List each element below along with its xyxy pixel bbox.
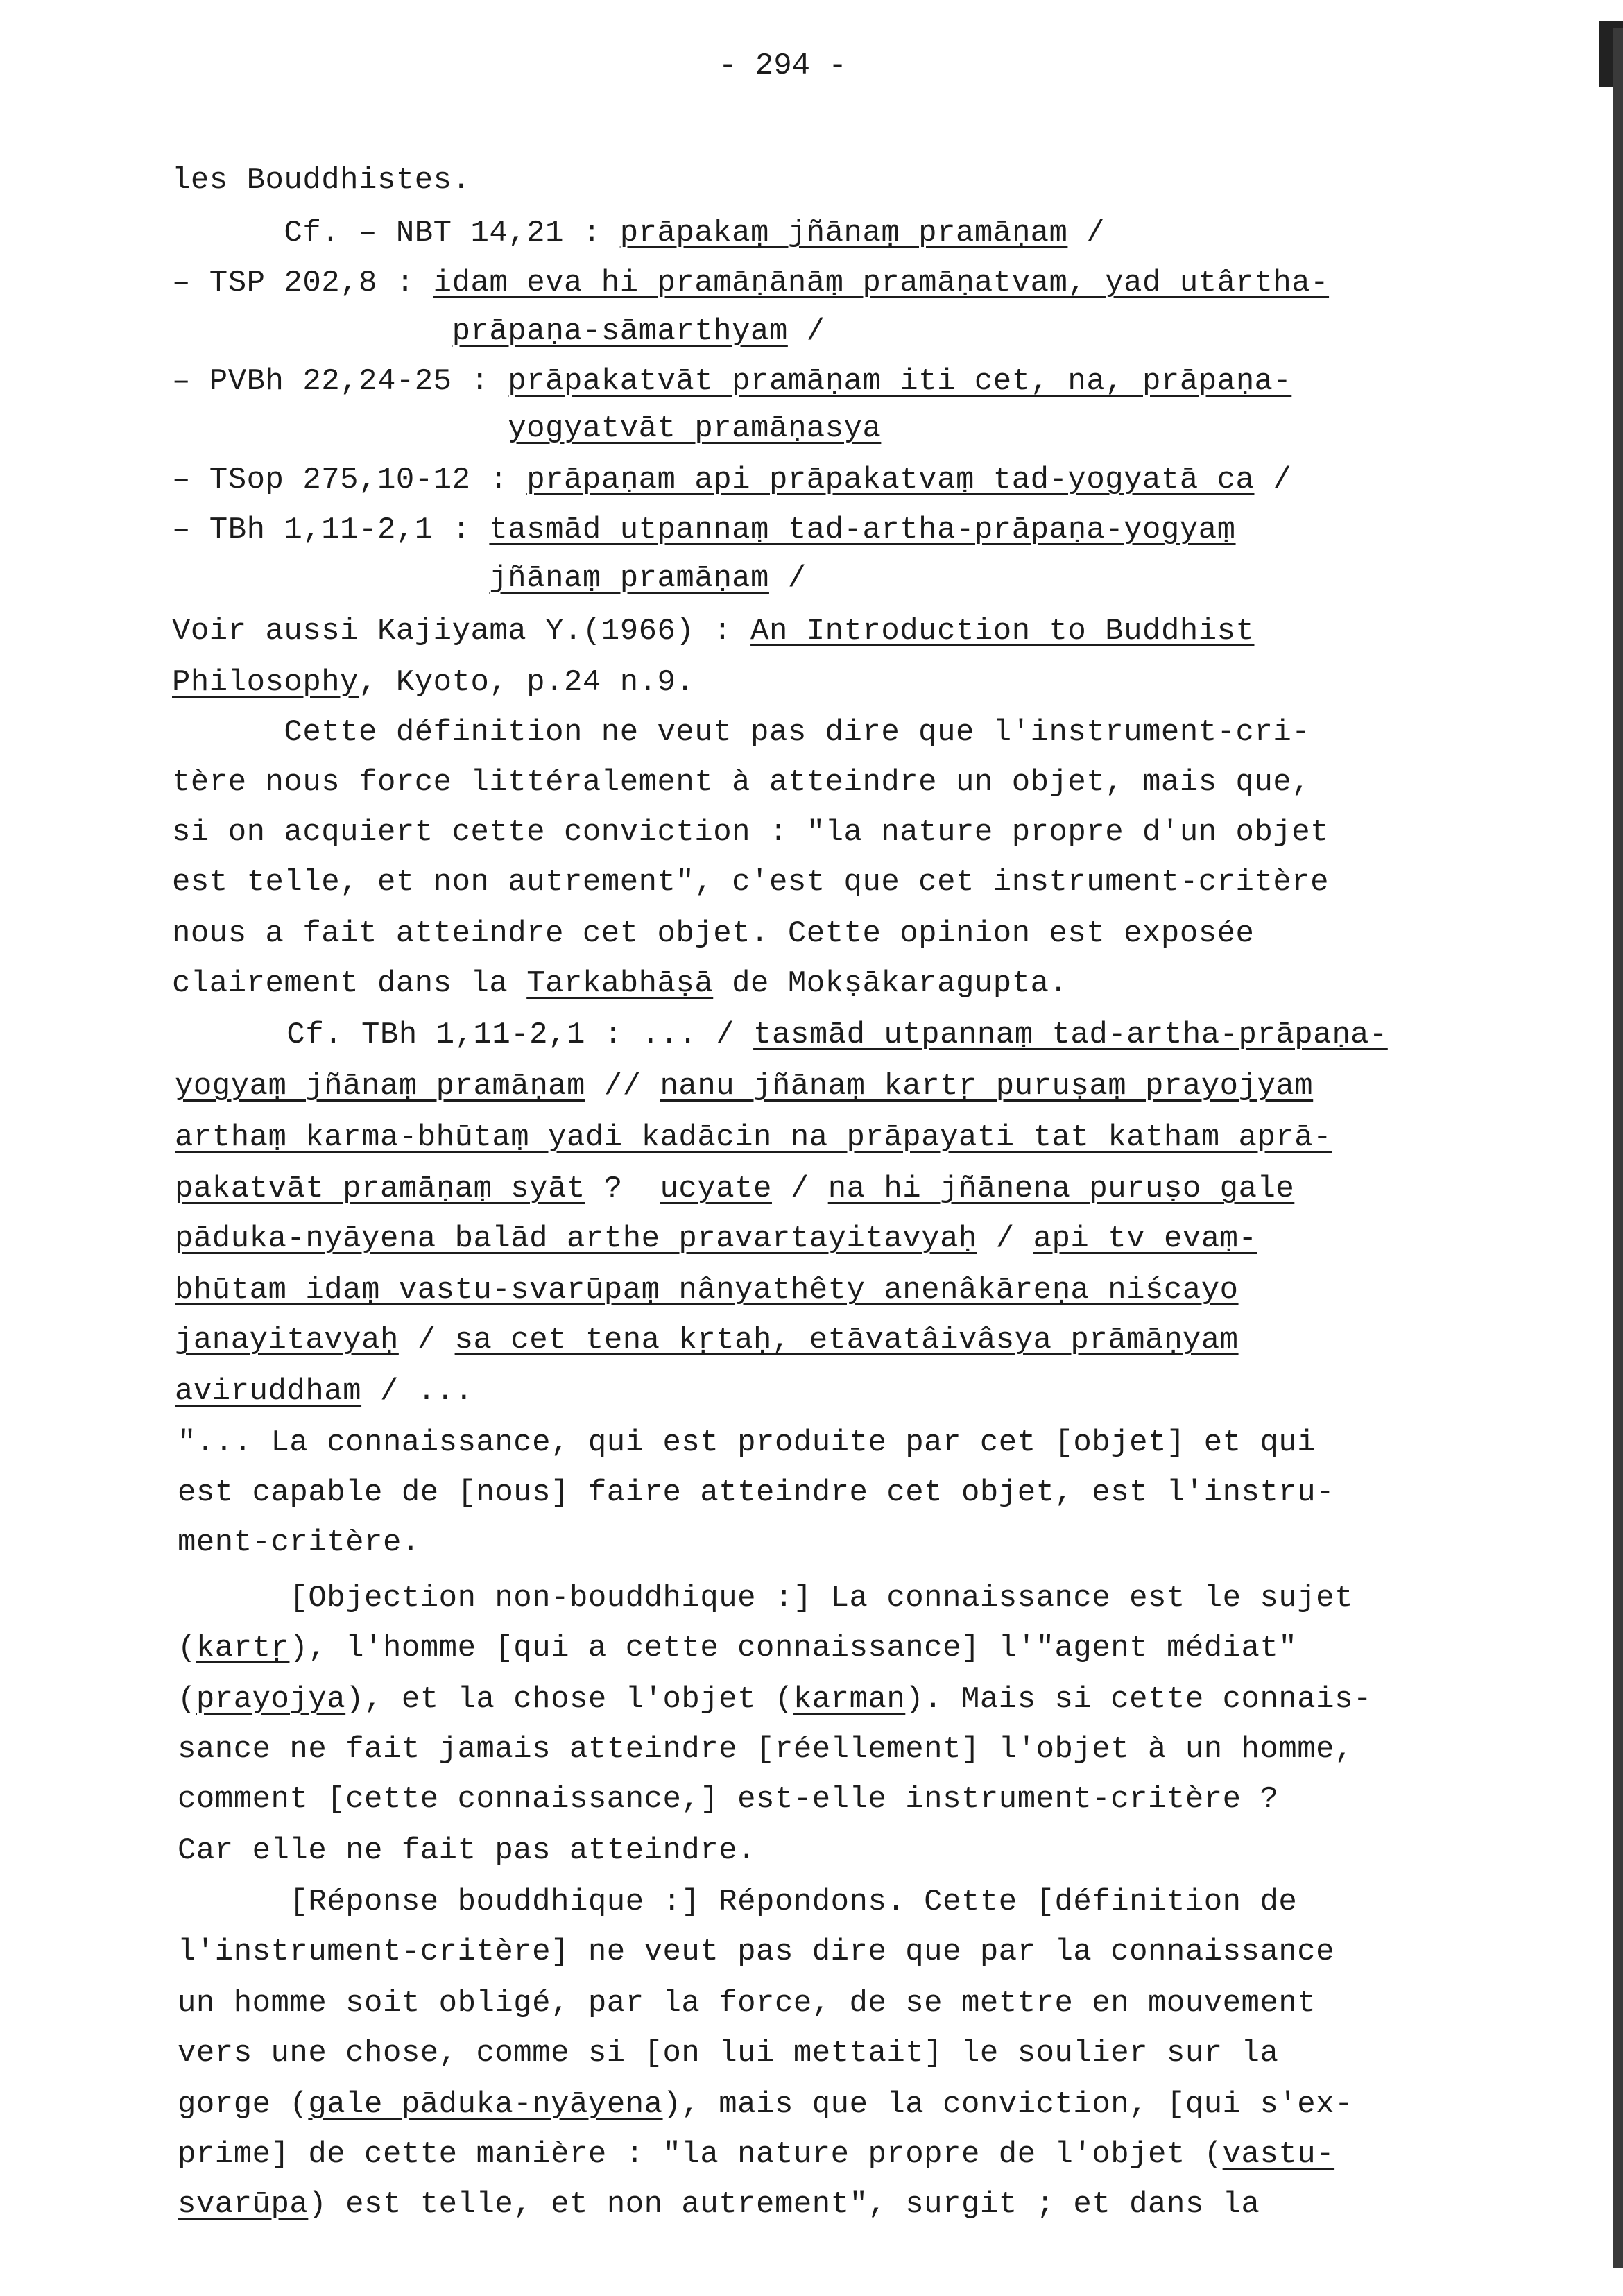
text-line <box>178 1780 1278 1819</box>
text-segment: / <box>1067 216 1106 250</box>
underlined-term: gale pāduka-nyāyena <box>308 2087 663 2122</box>
underlined-term: janayitavyaḥ <box>175 1323 399 1357</box>
text-line <box>178 1680 1372 1719</box>
text-line <box>172 409 881 448</box>
text-segment: Cette définition ne veut pas dire que l'instrument-cri- <box>172 715 1311 750</box>
underlined-term: vastu- <box>1222 2137 1335 2172</box>
text-segment: ). Mais si cette connais- <box>905 1682 1372 1717</box>
underlined-term: na hi jñānena puruṣo gale <box>827 1172 1295 1206</box>
underlined-term: prayojya <box>196 1682 346 1717</box>
text-line <box>178 1883 1297 1921</box>
text-line <box>178 2085 1353 2124</box>
text-line <box>178 1523 420 1562</box>
text-line <box>172 612 1254 651</box>
text-segment: si on acquiert cette conviction : "la nature propre d'un objet <box>172 815 1330 850</box>
text-segment: – TSP 202,8 : <box>172 266 433 300</box>
text-segment: ( <box>178 1631 196 1665</box>
underlined-term: pāduka-nyāyena balād arthe pravartayitavyaḥ <box>175 1222 977 1256</box>
underlined-term: arthaṃ karma-bhūtaṃ yadi kadācin na prāpayati tat katham aprā- <box>175 1120 1332 1155</box>
underlined-term: karman <box>793 1682 906 1717</box>
text-segment: ( <box>178 1682 196 1717</box>
underlined-term: Philosophy <box>172 665 359 700</box>
text-line <box>172 813 1329 852</box>
underlined-term: prāpaṇa-sāmarthyam <box>452 314 788 349</box>
underlined-term: prāpakatvāt pramāṇam iti cet, na, prāpaṇa- <box>508 364 1292 399</box>
text-line <box>178 1629 1297 1668</box>
underlined-term: aviruddham <box>175 1374 362 1409</box>
text-segment: ? <box>585 1172 660 1206</box>
text-segment: de Mokṣākaragupta. <box>713 966 1068 1001</box>
underlined-term: Tarkabhāṣā <box>526 966 714 1001</box>
text-line <box>172 312 825 351</box>
text-segment: ), l'homme [qui a cette connaissance] l'"agent médiat" <box>289 1631 1298 1665</box>
text-segment: "... La connaissance, qui est produite par cet [objet] et qui <box>178 1425 1316 1460</box>
text-segment: ) est telle, et non autrement", surgit ; et dans la <box>308 2187 1260 2222</box>
text-line <box>178 1579 1353 1618</box>
underlined-term: sa cet tena kṛtaḥ, etāvatâivâsya prāmāṇyam <box>454 1323 1239 1357</box>
text-line <box>172 559 807 598</box>
text-segment: Car elle ne fait pas atteindre. <box>178 1833 757 1868</box>
text-line <box>172 763 1310 802</box>
text-segment <box>172 411 508 446</box>
text-segment: comment [cette connaissance,] est-elle instrument-critère ? <box>178 1782 1279 1817</box>
text-line <box>175 1372 473 1411</box>
text-segment: Cf. – NBT 14,21 : <box>172 216 620 250</box>
text-segment: nous a fait atteindre cet objet. Cette opinion est exposée <box>172 916 1255 951</box>
text-line <box>178 1730 1353 1769</box>
text-line <box>172 461 1291 499</box>
text-segment: / <box>1254 463 1292 497</box>
text-line <box>172 713 1310 752</box>
text-line <box>175 1067 1313 1106</box>
text-line <box>172 264 1329 302</box>
underlined-term: jñānaṃ pramāṇam <box>489 561 769 596</box>
text-line <box>178 2135 1334 2174</box>
text-line <box>178 1423 1316 1462</box>
text-line <box>172 914 1254 953</box>
underlined-term: bhūtam idaṃ vastu-svarūpaṃ nânyathêty anenâkāreṇa niścayo <box>175 1273 1239 1308</box>
text-line <box>172 161 470 200</box>
text-line <box>178 1933 1334 1971</box>
text-segment: Voir aussi Kajiyama Y.(1966) : <box>172 614 751 649</box>
text-line <box>172 663 694 702</box>
text-segment: – TBh 1,11-2,1 : <box>172 513 490 547</box>
text-segment: gorge ( <box>178 2087 309 2122</box>
text-segment: [Objection non-bouddhique :] La connaissance est le sujet <box>178 1581 1353 1616</box>
text-line <box>172 214 1105 252</box>
underlined-term: An Introduction to Buddhist <box>750 614 1255 649</box>
text-line <box>172 511 1236 549</box>
text-segment: tère nous force littéralement à atteindre un objet, mais que, <box>172 765 1311 800</box>
text-segment: / <box>787 314 825 349</box>
text-segment: est capable de [nous] faire atteindre cet objet, est l'instru- <box>178 1475 1335 1510</box>
text-line <box>178 1984 1316 2023</box>
text-segment: / <box>398 1323 455 1357</box>
text-segment: Cf. TBh 1,11-2,1 : ... / <box>175 1018 754 1052</box>
text-segment: / ... <box>361 1374 474 1409</box>
text-segment: ), mais que la conviction, [qui s'ex- <box>662 2087 1353 2122</box>
text-segment: / <box>768 561 807 596</box>
underlined-term: nanu jñānaṃ kartṛ puruṣaṃ prayojyam <box>660 1069 1314 1104</box>
scan-edge <box>1613 28 1623 2268</box>
text-segment: [Réponse bouddhique :] Répondons. Cette [définition de <box>178 1885 1298 1919</box>
text-line <box>175 1170 1294 1208</box>
underlined-term: pakatvāt pramāṇaṃ syāt <box>175 1172 585 1206</box>
text-line <box>172 362 1291 401</box>
text-line <box>172 964 1067 1003</box>
text-line <box>175 1219 1257 1258</box>
text-segment: ment-critère. <box>178 1525 420 1560</box>
text-line <box>175 1321 1239 1360</box>
text-segment: est telle, et non autrement", c'est que cet instrument-critère <box>172 865 1330 900</box>
text-segment: vers une chose, comme si [on lui mettait] le soulier sur la <box>178 2036 1279 2071</box>
text-line <box>178 2185 1260 2224</box>
text-segment: // <box>585 1069 660 1104</box>
underlined-term: tasmād utpannaṃ tad-artha-prāpaṇa- <box>753 1018 1388 1052</box>
text-line <box>178 2034 1278 2073</box>
underlined-term: ucyate <box>660 1172 772 1206</box>
underlined-term: kartṛ <box>196 1631 290 1665</box>
text-segment: les Bouddhistes. <box>172 163 471 198</box>
underlined-term: api tv evaṃ- <box>1033 1222 1257 1256</box>
underlined-term: svarūpa <box>178 2187 309 2222</box>
text-line <box>178 1473 1334 1512</box>
text-segment <box>172 561 489 596</box>
text-segment <box>172 314 452 349</box>
text-segment: un homme soit obligé, par la force, de se mettre en mouvement <box>178 1986 1316 2021</box>
underlined-term: yogyatvāt pramāṇasya <box>508 411 882 446</box>
text-segment: / <box>977 1222 1033 1256</box>
underlined-term: prāpaṇam api prāpakatvaṃ tad-yogyatā ca <box>526 463 1255 497</box>
page-number: - 294 - <box>719 49 847 83</box>
text-line <box>178 1831 756 1870</box>
text-line <box>172 863 1329 902</box>
underlined-term: prāpakaṃ jñānaṃ pramāṇam <box>619 216 1068 250</box>
underlined-term: tasmād utpannaṃ tad-artha-prāpaṇa-yogyaṃ <box>489 513 1236 547</box>
text-segment: – TSop 275,10-12 : <box>172 463 527 497</box>
text-line <box>175 1016 1388 1054</box>
text-segment: , Kyoto, p.24 n.9. <box>359 665 695 700</box>
text-segment: – PVBh 22,24-25 : <box>172 364 508 399</box>
underlined-term: idam eva hi pramāṇānāṃ pramāṇatvam, yad utârtha- <box>433 266 1330 300</box>
underlined-term: yogyaṃ jñānaṃ pramāṇam <box>175 1069 585 1104</box>
text-segment: prime] de cette manière : "la nature propre de l'objet ( <box>178 2137 1223 2172</box>
text-segment: / <box>771 1172 828 1206</box>
text-segment: l'instrument-critère] ne veut pas dire que par la connaissance <box>178 1935 1335 1969</box>
text-segment: sance ne fait jamais atteindre [réellement] l'objet à un homme, <box>178 1732 1353 1767</box>
text-line <box>175 1271 1239 1310</box>
text-segment: clairement dans la <box>172 966 527 1001</box>
text-line <box>175 1118 1332 1157</box>
text-segment: ), et la chose l'objet ( <box>345 1682 793 1717</box>
